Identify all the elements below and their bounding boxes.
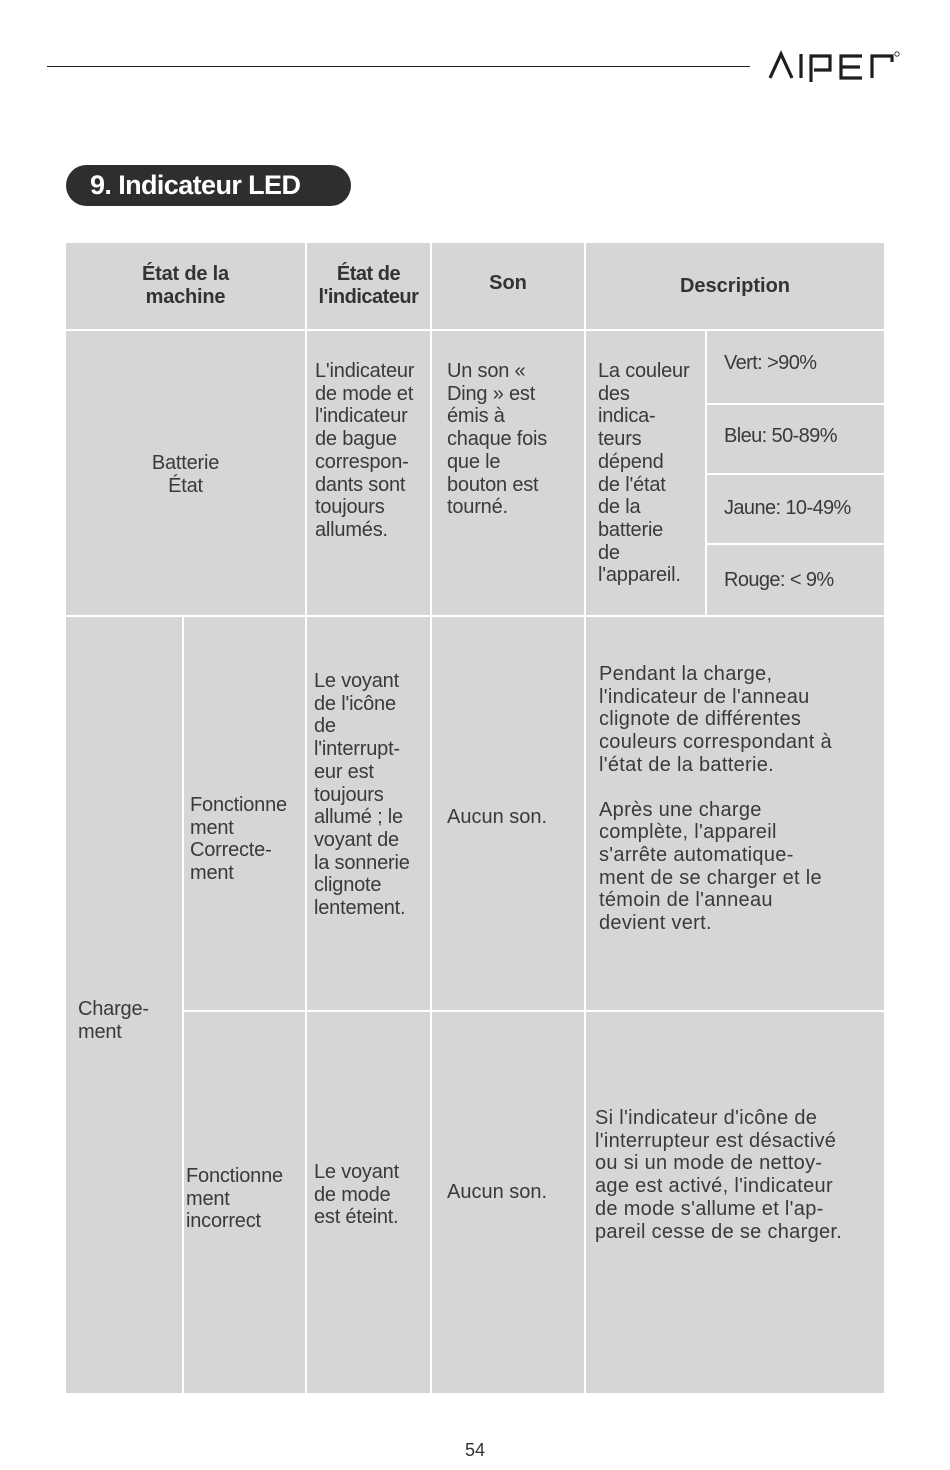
charging-incorrect-indicator: Le voyant de mode est éteint. [307,1012,430,1393]
battery-sound: Un son « Ding » est émis à chaque fois que le bouton est tourné. [432,331,584,615]
battery-level-green: Vert: >90% [707,331,884,403]
aiper-logo-icon [768,48,902,84]
battery-level-yellow: Jaune: 10-49% [707,475,884,543]
charging-incorrect-sound: Aucun son. [432,1012,584,1393]
header-machine-state: État de la machine [66,243,305,329]
charging-normal-indicator: Le voyant de l'icône de l'interrupt- eur est toujours allumé ; le voyant de la sonnerie clignote lentement. [307,617,430,1010]
brand-logo [768,48,902,84]
charging-normal-sound: Aucun son. [432,617,584,1010]
charging-state-label: Charge- ment [66,617,182,1393]
header-rule [47,66,750,67]
header-description: Description [586,243,884,329]
header-indicator-state: État de l'indicateur [307,243,430,329]
charging-normal-description-after: Après une charge complète, l'appareil s'arrête automatique- ment de se charger et le témoin de l'anneau devient vert. [599,798,822,935]
header-sound: Son [432,243,584,329]
page-number: 54 [464,1440,486,1460]
charging-incorrect-description: Si l'indicateur d'icône de l'interrupteur est désactivé ou si un mode de nettoy- age est activé, l'indicateur de mode s'allume et l'ap- pareil cesse de se charger. [586,1012,884,1393]
charging-normal-description [586,617,884,1010]
battery-state-label: Batterie État [66,331,305,615]
battery-description: La couleur des indica- teurs dépend de l'état de la batterie de l'appareil. [586,331,705,615]
section-title: 9. Indicateur LED [66,165,351,206]
battery-level-red: Rouge: < 9% [707,545,884,615]
charging-normal-label: Fonctionne ment Correcte- ment [184,617,305,1010]
charging-incorrect-label: Fonctionne ment incorrect [184,1012,305,1393]
charging-normal-description-during: Pendant la charge, l'indicateur de l'anneau clignote de différentes couleurs correspondant à l'état de la batterie. [599,663,832,776]
battery-indicator: L'indicateur de mode et l'indicateur de bague correspon- dants sont toujours allumés. [307,331,430,615]
battery-level-blue: Bleu: 50-89% [707,405,884,473]
